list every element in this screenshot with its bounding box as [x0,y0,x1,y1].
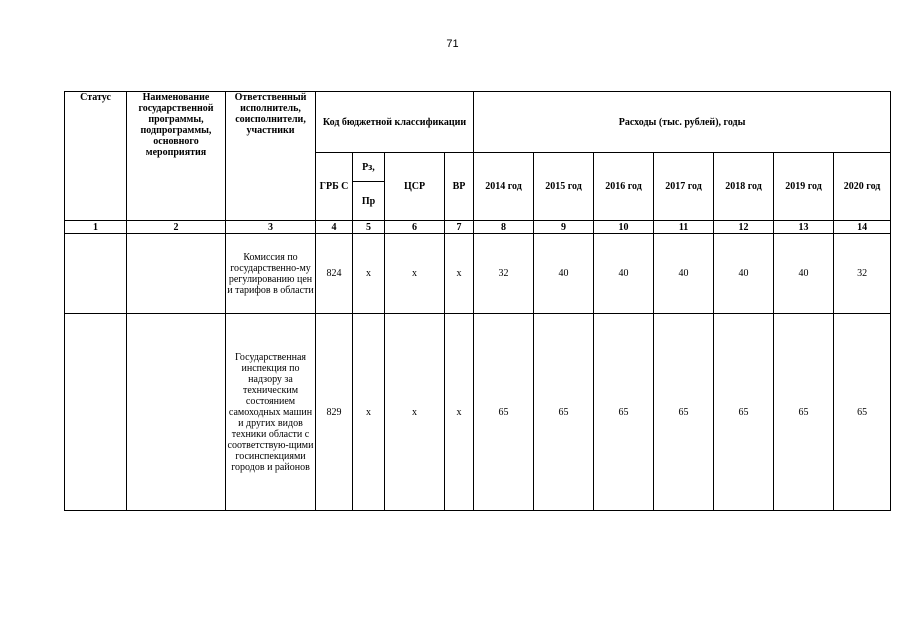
header-year: 2015 год [534,153,594,221]
header-vr: ВР [445,153,474,221]
expense-cell: 65 [714,314,774,511]
column-number: 2 [127,221,226,234]
header-budget-code: Код бюджетной классификации [316,92,474,153]
expense-cell: 65 [594,314,654,511]
budget-table [64,91,891,511]
expense-cell: 40 [714,234,774,314]
expense-cell: 65 [774,314,834,511]
expense-cell: 40 [654,234,714,314]
header-year: 2017 год [654,153,714,221]
header-responsible: Ответственный исполнитель, соисполнители, участники [226,92,316,221]
header-csr: ЦСР [385,153,445,221]
expense-cell: 65 [834,314,891,511]
status-cell [65,314,127,511]
page-number: 71 [446,38,459,50]
column-numbers-row [65,221,891,234]
rzpr-cell: х [353,234,385,314]
header-year: 2019 год [774,153,834,221]
column-number: 10 [594,221,654,234]
expense-cell: 65 [474,314,534,511]
column-number: 11 [654,221,714,234]
column-number: 12 [714,221,774,234]
header-year: 2020 год [834,153,891,221]
header-year: 2016 год [594,153,654,221]
program-name-cell [127,314,226,511]
responsible-cell: Комиссия по государственно-му регулированию цен и тарифов в области [226,234,316,314]
expense-cell: 32 [834,234,891,314]
column-number: 13 [774,221,834,234]
header-program-name: Наименование государственной программы, подпрограммы, основного мероприятия [127,92,226,221]
csr-cell: х [385,234,445,314]
header-year: 2018 год [714,153,774,221]
expense-cell: 65 [654,314,714,511]
expense-cell: 65 [534,314,594,511]
column-number: 6 [385,221,445,234]
rzpr-cell: х [353,314,385,511]
column-number: 9 [534,221,594,234]
column-number: 14 [834,221,891,234]
table-row [65,314,891,511]
vr-cell: х [445,314,474,511]
header-grbs: ГРБ С [316,153,353,221]
header-year: 2014 год [474,153,534,221]
column-number: 1 [65,221,127,234]
header-expenses: Расходы (тыс. рублей), годы [474,92,891,153]
expense-cell: 32 [474,234,534,314]
expense-cell: 40 [594,234,654,314]
column-number: 5 [353,221,385,234]
status-cell [65,234,127,314]
vr-cell: х [445,234,474,314]
grbs-cell: 829 [316,314,353,511]
column-number: 3 [226,221,316,234]
csr-cell: х [385,314,445,511]
column-number: 7 [445,221,474,234]
column-number: 4 [316,221,353,234]
column-number: 8 [474,221,534,234]
program-name-cell [127,234,226,314]
expense-cell: 40 [774,234,834,314]
table-row [65,234,891,314]
header-rz: Рз, [353,153,385,182]
header-pr: Пр [353,182,385,221]
grbs-cell: 824 [316,234,353,314]
expense-cell: 40 [534,234,594,314]
header-status: Статус [65,92,127,221]
responsible-cell: Государственная инспекция по надзору за техническим состоянием самоходных машин и других видов техники области с соответствую-щими госинспекциями городов и районов [226,314,316,511]
